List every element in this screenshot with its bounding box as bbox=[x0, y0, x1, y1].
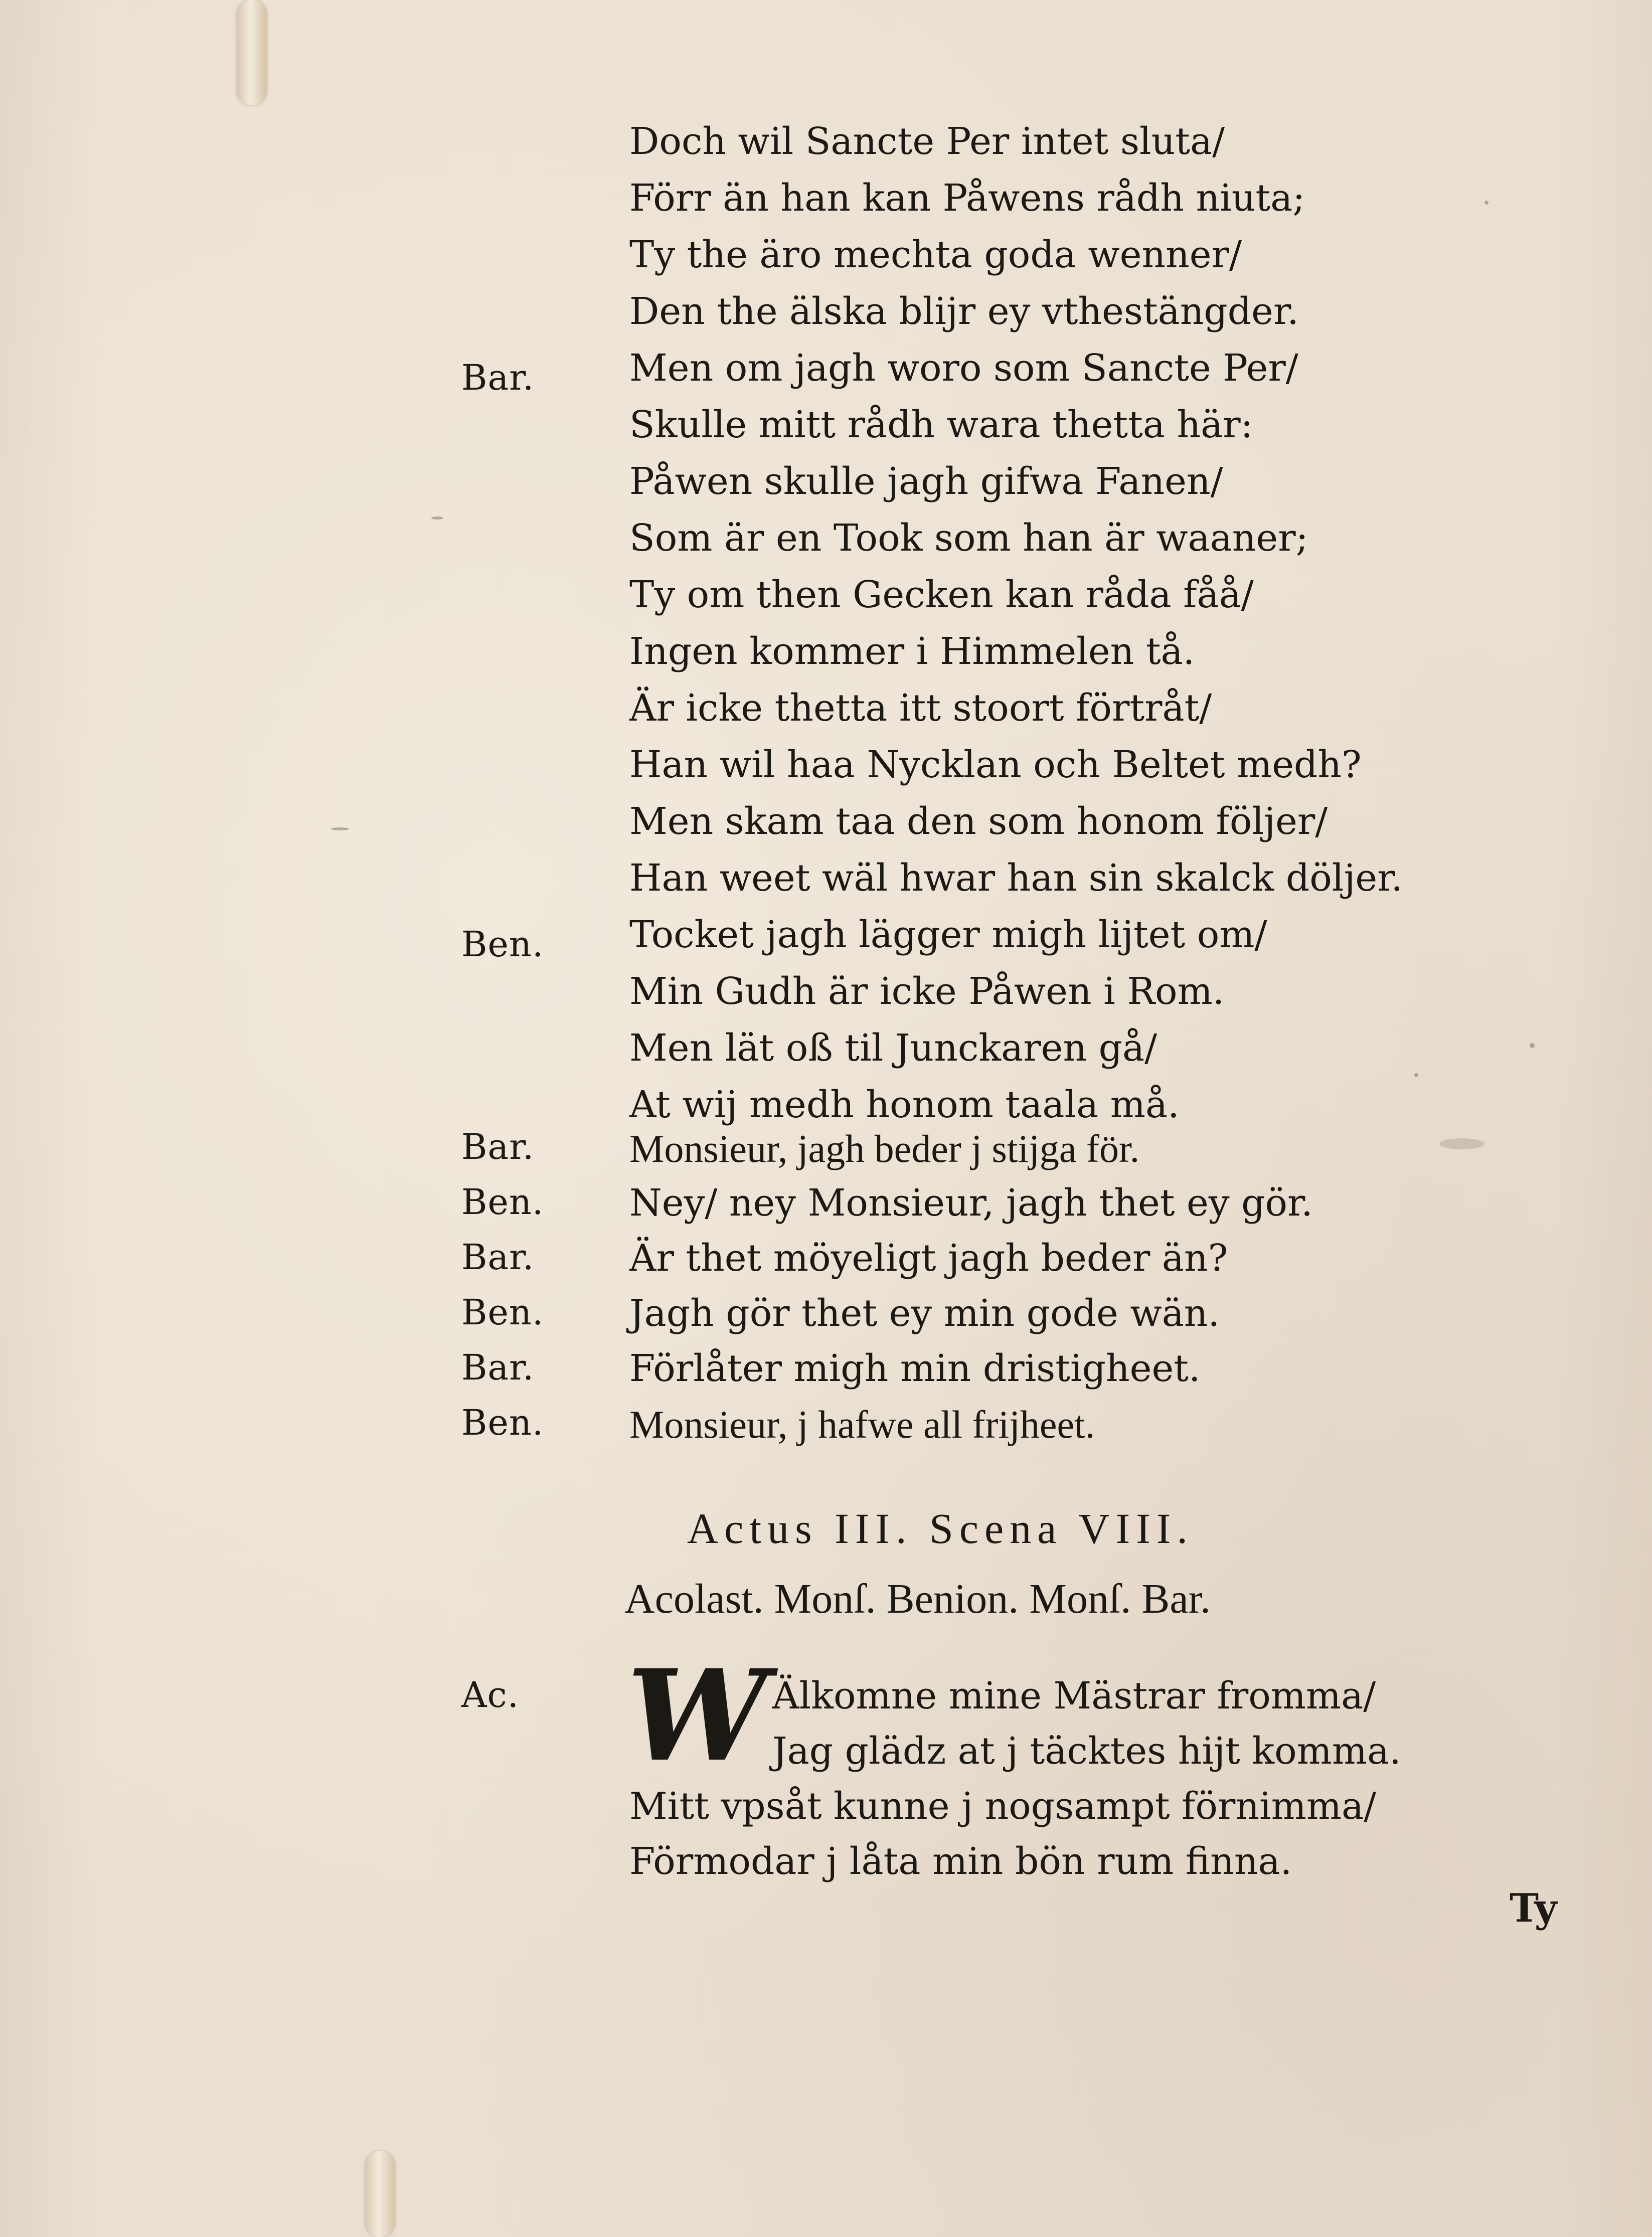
verse-text: Älkomne mine Mästrar fromma/ bbox=[772, 1674, 1376, 1717]
verse-text: Mitt vpsåt kunne j nogsampt förnimma/ bbox=[629, 1785, 1377, 1828]
paper-speck bbox=[1530, 1043, 1535, 1048]
verse-text: Tocket jagh lägger migh lijtet om/ bbox=[629, 913, 1267, 956]
verse-text: Doch wil Sancte Per intet sluta/ bbox=[629, 120, 1225, 163]
binding-thread-bottom bbox=[365, 2151, 395, 2237]
verse-text: Som är en Took som han är waaner; bbox=[629, 517, 1308, 560]
verse-text: Skulle mitt rådh wara thetta här: bbox=[629, 403, 1253, 446]
speaker-label: Ben. bbox=[461, 1292, 544, 1333]
verse-text: Påwen skulle jagh gifwa Fanen/ bbox=[629, 460, 1223, 503]
paper-speck bbox=[1414, 1073, 1418, 1077]
verse-text: Är thet möyeligt jagh beder än? bbox=[629, 1237, 1228, 1280]
decorated-initial: W bbox=[627, 1642, 768, 1789]
catchword: Ty bbox=[1510, 1885, 1557, 1931]
cast-list: Acolast. Monſ. Benion. Monſ. Bar. bbox=[624, 1576, 1211, 1622]
verse-text: Ty om then Gecken kan råda fåå/ bbox=[629, 573, 1254, 616]
speaker-label: Ben. bbox=[461, 924, 544, 965]
speaker-label: Bar. bbox=[461, 1237, 535, 1278]
paper-speck bbox=[431, 517, 443, 520]
verse-text: Han wil haa Nycklan och Beltet medh? bbox=[629, 743, 1362, 786]
verse-text: Monsieur, jagh beder j stijga för. bbox=[629, 1127, 1140, 1170]
verse-text: At wij medh honom taala må. bbox=[629, 1083, 1180, 1126]
paper-speck bbox=[331, 827, 349, 830]
act-scene-heading: Actus III. Scena VIII. bbox=[687, 1504, 1194, 1553]
verse-text: Jagh gör thet ey min gode wän. bbox=[629, 1292, 1220, 1335]
verse-text: Den the älska blijr ey vthestängder. bbox=[629, 290, 1299, 333]
verse-text: Min Gudh är icke Påwen i Rom. bbox=[629, 970, 1225, 1013]
binding-thread-top bbox=[237, 0, 267, 105]
scene-speaker-label: Ac. bbox=[461, 1674, 520, 1715]
paper-stain bbox=[1439, 1138, 1484, 1149]
verse-text: Jag glädz at j täcktes hijt komma. bbox=[772, 1730, 1401, 1773]
paper-speck bbox=[1484, 201, 1489, 205]
verse-text: Ty the äro mechta goda wenner/ bbox=[629, 233, 1242, 276]
verse-text: Förr än han kan Påwens rådh niuta; bbox=[629, 177, 1305, 220]
speaker-label: Bar. bbox=[461, 1126, 535, 1167]
verse-text: Men om jagh woro som Sancte Per/ bbox=[629, 347, 1298, 390]
verse-text: Men skam taa den som honom följer/ bbox=[629, 800, 1328, 843]
verse-text: Förmodar j låta min bön rum finna. bbox=[629, 1840, 1292, 1883]
verse-text: Förlåter migh min dristigheet. bbox=[629, 1347, 1201, 1390]
verse-text: Ingen kommer i Himmelen tå. bbox=[629, 630, 1195, 673]
verse-text: Ney/ ney Monsieur, jagh thet ey gör. bbox=[629, 1181, 1313, 1225]
verse-text: Men lät oß til Junckaren gå/ bbox=[629, 1026, 1158, 1070]
speaker-label: Ben. bbox=[461, 1402, 544, 1443]
speaker-label: Bar. bbox=[461, 357, 535, 398]
verse-text: Är icke thetta itt stoort förtråt/ bbox=[629, 686, 1212, 730]
speaker-label: Ben. bbox=[461, 1181, 544, 1223]
verse-text: Han weet wäl hwar han sin skalck döljer. bbox=[629, 856, 1403, 900]
verse-text: Monsieur, j hafwe all frijheet. bbox=[629, 1403, 1095, 1446]
speaker-label: Bar. bbox=[461, 1347, 535, 1388]
